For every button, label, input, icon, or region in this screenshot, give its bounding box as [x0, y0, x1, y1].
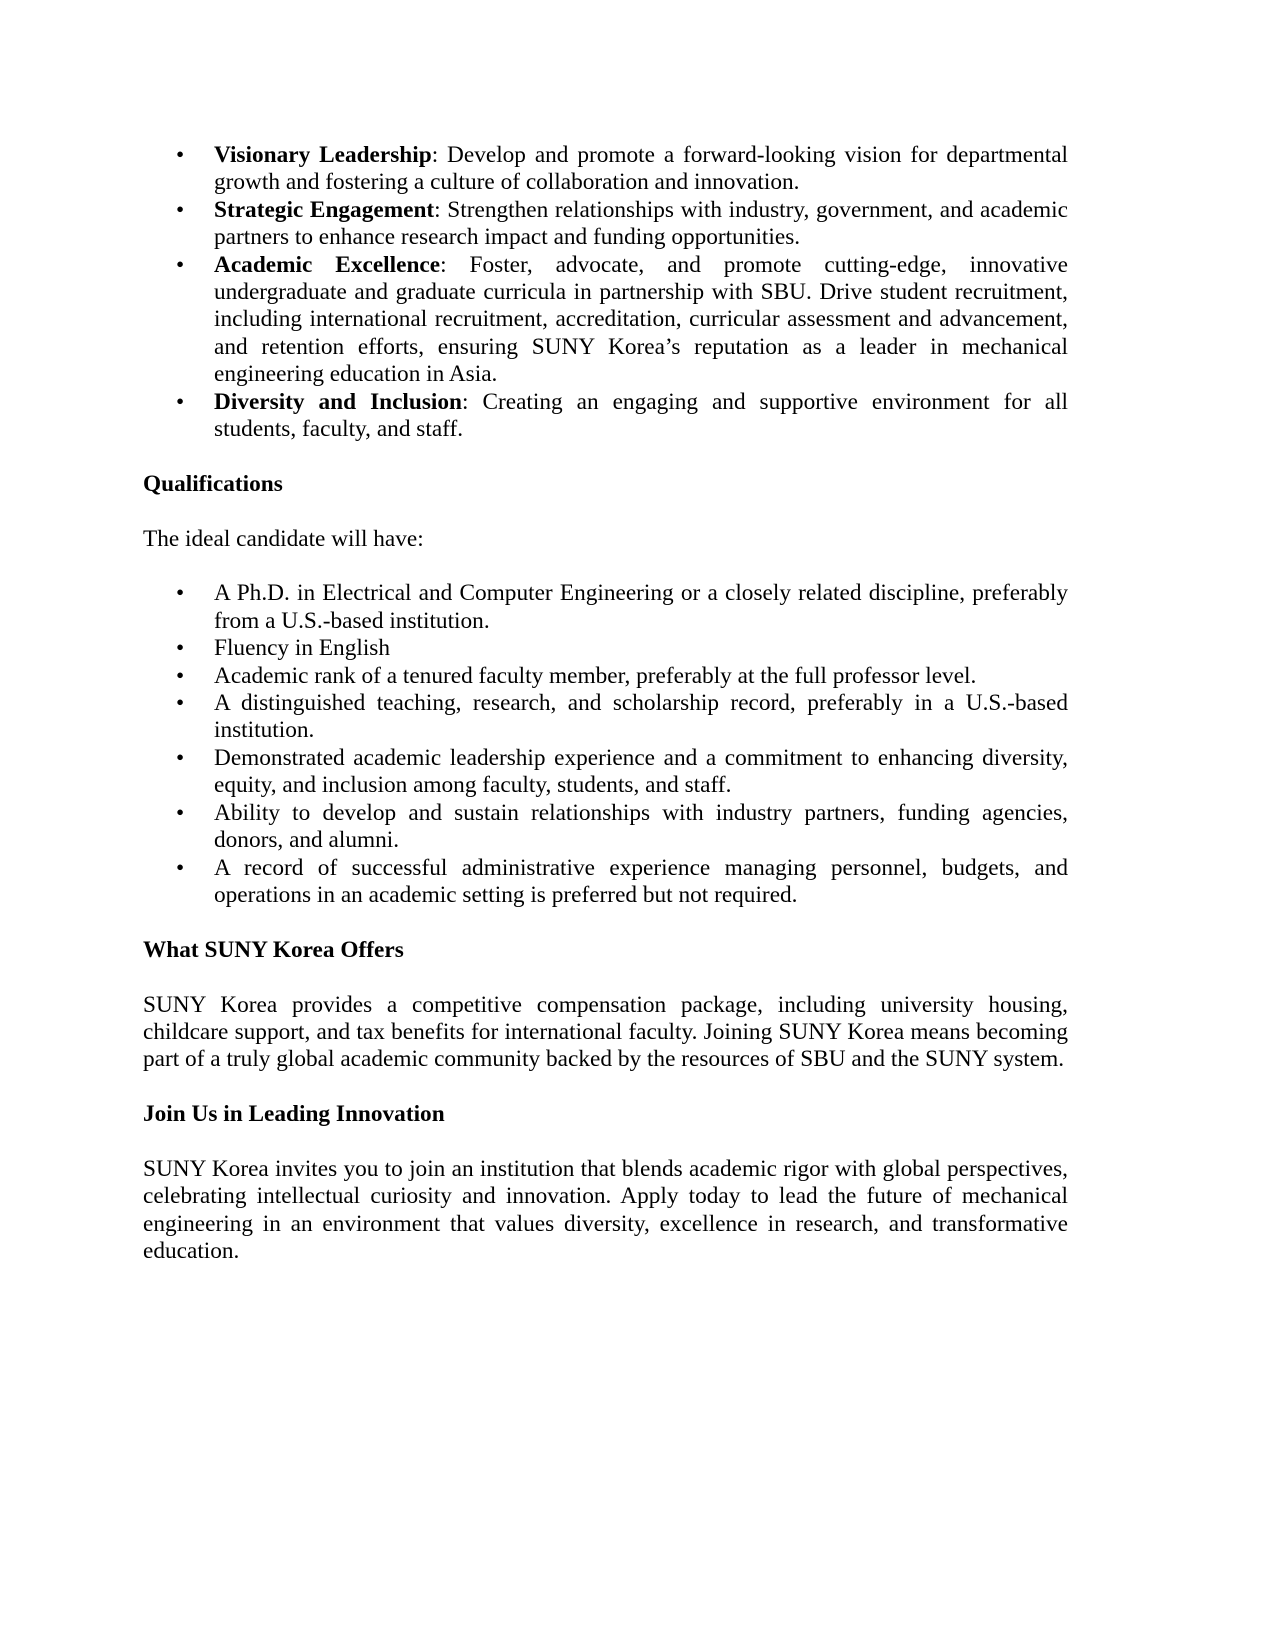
- item-text: : Strengthen relationships with industry, government, and academic partners to enhance research impact and funding opportunities.: [214, 196, 1068, 251]
- bullet-icon: •: [176, 580, 185, 607]
- offers-heading: What SUNY Korea Offers: [143, 936, 404, 963]
- qualifications-list: [143, 580, 1068, 909]
- list-item: [143, 663, 1068, 690]
- bullet-icon: •: [176, 690, 185, 717]
- item-text: : Foster, advocate, and promote cutting-edge, innovative undergraduate and graduate curricula in partnership with SBU. Drive student recruitment, including international recruitment, accreditation, curricular assessment and advancement, and retention efforts, ensuring SUNY Korea’s reputation as a leader in mechanical engineering education in Asia.: [214, 251, 1068, 388]
- bullet-icon: •: [176, 635, 185, 662]
- list-item: [143, 580, 1068, 635]
- item-text: A Ph.D. in Electrical and Computer Engineering or a closely related discipline, preferably from a U.S.-based institution.: [214, 580, 1068, 634]
- item-text: Demonstrated academic leadership experience and a commitment to enhancing diversity, equity, and inclusion among faculty, students, and staff.: [214, 744, 1068, 799]
- offers-paragraph: SUNY Korea provides a competitive compensation package, including university housing, childcare support, and tax benefits for international faculty. Joining SUNY Korea means becoming part of a truly global academic community backed by the resources of SBU and the SUNY system.: [143, 991, 1068, 1073]
- bullet-icon: •: [176, 744, 185, 771]
- bullet-icon: •: [176, 142, 185, 168]
- item-text: Academic rank of a tenured faculty member, preferably at the full professor level.: [214, 662, 977, 689]
- item-text: A distinguished teaching, research, and scholarship record, preferably in a U.S.-based institution.: [214, 690, 1068, 744]
- list-item: [143, 142, 1068, 197]
- document-page: [143, 142, 1068, 1266]
- item-term: Diversity and Inclusion: [214, 388, 463, 415]
- item-text: : Develop and promote a forward-looking vision for departmental growth and fostering a culture of collaboration and innovation.: [214, 142, 1069, 196]
- item-text: Ability to develop and sustain relationships with industry partners, funding agencies, donors, and alumni.: [214, 799, 1068, 854]
- join-heading: Join Us in Leading Innovation: [143, 1101, 445, 1128]
- item-term: Academic Excellence: [214, 251, 441, 278]
- item-term: Visionary Leadership: [214, 142, 432, 168]
- list-item: [143, 690, 1068, 745]
- bullet-icon: •: [176, 196, 185, 223]
- qualifications-heading: Qualifications: [143, 470, 283, 497]
- bullet-icon: •: [176, 388, 185, 415]
- join-paragraph: SUNY Korea invites you to join an institution that blends academic rigor with global perspectives, celebrating intellectual curiosity and innovation. Apply today to lead the future of mechanical engineering in an environment that values diversity, excellence in research, and transformative education.: [143, 1155, 1068, 1265]
- list-item: [143, 635, 1068, 662]
- item-text: : Creating an engaging and supportive environment for all students, faculty, and staff.: [214, 388, 1069, 443]
- list-item: [143, 855, 1068, 910]
- list-item: [143, 252, 1068, 389]
- bullet-icon: •: [176, 662, 185, 689]
- list-item: [143, 745, 1068, 800]
- bullet-icon: •: [176, 799, 185, 826]
- qualifications-intro: The ideal candidate will have:: [143, 525, 424, 552]
- item-text: Fluency in English: [214, 635, 391, 662]
- list-item: [143, 389, 1068, 444]
- bullet-icon: •: [176, 854, 185, 881]
- list-item: [143, 197, 1068, 252]
- responsibilities-list: [143, 142, 1068, 443]
- item-text: A record of successful administrative experience managing personnel, budgets, and operations in an academic setting is preferred but not required.: [214, 854, 1068, 908]
- bullet-icon: •: [176, 251, 185, 278]
- item-term: Strategic Engagement: [214, 196, 435, 223]
- list-item: [143, 800, 1068, 855]
